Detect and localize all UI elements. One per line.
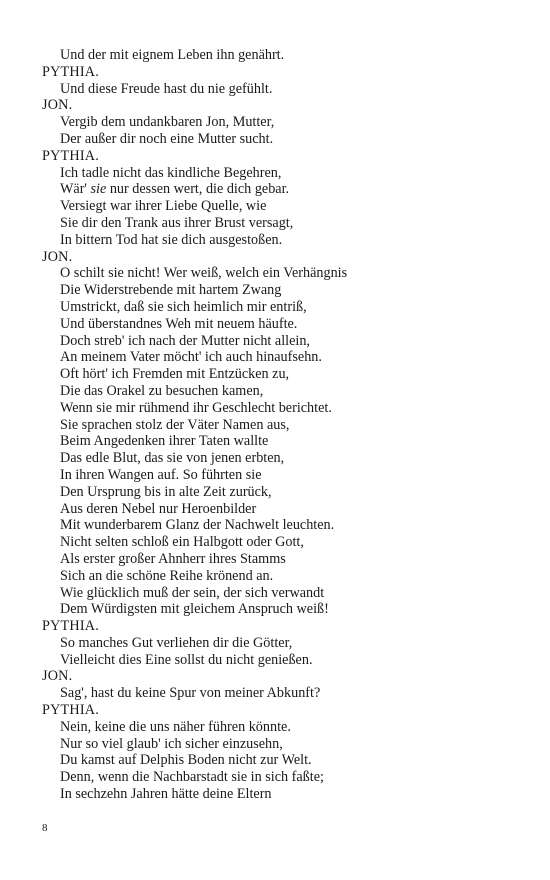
verse-line: Und diese Freude hast du nie gefühlt. [60, 80, 273, 97]
verse-line: Wär' sie nur dessen wert, die dich gebar. [60, 181, 290, 198]
verse-line: Wie glücklich muß der sein, der sich verwandt [60, 584, 325, 601]
verse-line: Der außer dir noch eine Mutter sucht. [60, 130, 274, 147]
verse-line: Ich tadle nicht das kindliche Begehren, [60, 164, 282, 181]
verse-line: So manches Gut verliehen dir die Götter, [60, 634, 293, 651]
verse-line: Mit wunderbarem Glanz der Nachwelt leuchten. [60, 517, 335, 534]
verse-line: Die das Orakel zu besuchen kamen, [60, 382, 264, 399]
verse-line: Versiegt war ihrer Liebe Quelle, wie [60, 198, 267, 215]
verse-line: Und überstandnes Weh mit neuem häufte. [60, 315, 298, 332]
verse-line: Umstrickt, daß sie sich heimlich mir entriß, [60, 298, 307, 315]
verse-line: Nein, keine die uns näher führen könnte. [60, 718, 291, 735]
verse-line: Den Ursprung bis in alte Zeit zurück, [60, 483, 272, 500]
speaker-name: PYTHIA. [42, 618, 99, 635]
verse-line: Sag', hast du keine Spur von meiner Abkunft? [60, 685, 321, 702]
verse-line: O schilt sie nicht! Wer weiß, welch ein Verhängnis [60, 265, 348, 282]
verse-line: Wenn sie mir rühmend ihr Geschlecht berichtet. [60, 399, 332, 416]
speaker-name: JON. [42, 97, 73, 114]
verse-line: Oft hört' ich Fremden mit Entzücken zu, [60, 366, 290, 383]
verse-line: In ihren Wangen auf. So führten sie [60, 466, 262, 483]
verse-line: Die Widerstrebende mit hartem Zwang [60, 282, 282, 299]
verse-line: Nicht selten schloß ein Halbgott oder Gott, [60, 534, 304, 551]
verse-line: Sie dir den Trank aus ihrer Brust versagt, [60, 214, 294, 231]
verse-line: Als erster großer Ahnherr ihres Stamms [60, 550, 286, 567]
page-number: 8 [42, 822, 48, 834]
verse-line: An meinem Vater möcht' ich auch hinaufsehn. [60, 349, 322, 366]
speaker-name: PYTHIA. [42, 63, 99, 80]
verse-line: Sich an die schöne Reihe krönend an. [60, 567, 274, 584]
speaker-name: JON. [42, 248, 73, 265]
verse-line: Nur so viel glaub' ich sicher einzusehn, [60, 735, 283, 752]
verse-line: Du kamst auf Delphis Boden nicht zur Welt. [60, 752, 312, 769]
verse-line: In sechzehn Jahren hätte deine Eltern [60, 786, 272, 803]
verse-line: Dem Würdigsten mit gleichem Anspruch weiß! [60, 601, 329, 618]
verse-line: Beim Angedenken ihrer Taten wallte [60, 433, 269, 450]
verse-line: In bittern Tod hat sie dich ausgestoßen. [60, 231, 283, 248]
verse-line: Sie sprachen stolz der Väter Namen aus, [60, 416, 290, 433]
verse-line: Das edle Blut, das sie von jenen erbten, [60, 450, 285, 467]
speaker-name: PYTHIA. [42, 147, 99, 164]
verse-line: Und der mit eignem Leben ihn genährt. [60, 47, 285, 63]
verse-line: Vergib dem undankbaren Jon, Mutter, [60, 114, 275, 131]
verse-line: Doch streb' ich nach der Mutter nicht allein, [60, 332, 310, 349]
drama-text [42, 47, 512, 803]
speaker-name: JON. [42, 668, 73, 685]
verse-line: Vielleicht dies Eine sollst du nicht genießen. [60, 651, 313, 668]
verse-line: Aus deren Nebel nur Heroenbilder [60, 500, 257, 517]
speaker-name: PYTHIA. [42, 702, 99, 719]
verse-line: Denn, wenn die Nachbarstadt sie in sich faßte; [60, 769, 324, 786]
